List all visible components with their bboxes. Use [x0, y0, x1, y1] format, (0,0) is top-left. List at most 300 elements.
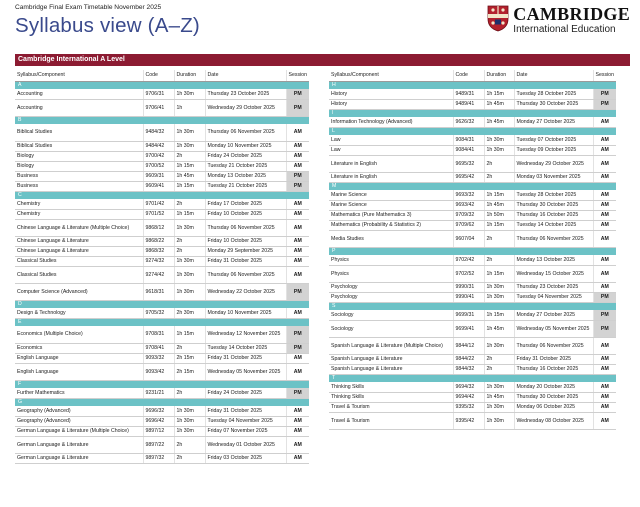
table-row [329, 89, 616, 99]
section-letter: C [15, 191, 309, 199]
section-header-row [329, 127, 616, 135]
duration-cell: 1h 30m [174, 89, 205, 99]
syllabus-cell: Business [15, 181, 143, 191]
timetable-left [15, 70, 309, 464]
date-cell: Tuesday 28 October 2025 [514, 190, 593, 200]
table-row [329, 382, 616, 392]
code-cell: 9844/32 [453, 364, 484, 374]
code-cell: 9084/31 [453, 135, 484, 145]
syllabus-cell: English Language [15, 363, 143, 380]
code-cell: 9626/32 [453, 117, 484, 127]
session-cell: AM [286, 246, 309, 256]
code-cell: 9274/32 [143, 256, 174, 266]
section-letter: F [15, 380, 309, 388]
table-row [329, 117, 616, 127]
duration-cell: 2h [174, 343, 205, 353]
syllabus-cell: Biology [15, 161, 143, 171]
code-cell: 9868/32 [143, 246, 174, 256]
section-letter: D [15, 300, 309, 308]
column-header-session: Session [286, 70, 309, 81]
table-row [15, 453, 309, 463]
section-letter: E [15, 318, 309, 326]
table-row [15, 308, 309, 318]
duration-cell: 2h [484, 230, 514, 247]
page-title: Syllabus view (A–Z) [15, 14, 200, 37]
code-cell: 9609/31 [143, 171, 174, 181]
syllabus-cell: German Language & Literature [15, 436, 143, 453]
section-letter: P [329, 247, 616, 255]
session-cell: AM [286, 406, 309, 416]
section-header-row [329, 374, 616, 382]
session-cell: AM [593, 230, 616, 247]
date-cell: Tuesday 09 October 2025 [514, 145, 593, 155]
code-cell: 9708/41 [143, 343, 174, 353]
syllabus-cell: Marine Science [329, 200, 453, 210]
table-row [15, 266, 309, 283]
session-cell: AM [593, 364, 616, 374]
session-cell: PM [593, 99, 616, 109]
date-cell: Friday 10 October 2025 [205, 236, 286, 246]
table-row [15, 236, 309, 246]
date-cell: Thursday 16 October 2025 [514, 364, 593, 374]
date-cell: Tuesday 04 November 2025 [514, 292, 593, 302]
syllabus-cell: Literature in English [329, 155, 453, 172]
date-cell: Thursday 30 October 2025 [514, 392, 593, 402]
syllabus-cell: Economics [15, 343, 143, 353]
syllabus-cell: Marine Science [329, 190, 453, 200]
syllabus-cell: History [329, 99, 453, 109]
qualification-band: Cambridge International A Level [15, 54, 630, 66]
section-letter: A [15, 81, 309, 89]
table-row [329, 364, 616, 374]
code-cell: 9990/31 [453, 282, 484, 292]
date-cell: Tuesday 28 October 2025 [514, 89, 593, 99]
session-cell: AM [286, 363, 309, 380]
column-header-date: Date [205, 70, 286, 81]
code-cell: 9702/42 [453, 255, 484, 265]
date-cell: Monday 06 October 2025 [514, 402, 593, 412]
session-cell: AM [286, 453, 309, 463]
table-row [329, 265, 616, 282]
code-cell: 9618/31 [143, 283, 174, 300]
duration-cell: 1h 30m [174, 141, 205, 151]
section-letter: T [329, 374, 616, 382]
duration-cell: 2h [174, 151, 205, 161]
date-cell: Thursday 06 November 2025 [514, 230, 593, 247]
duration-cell: 1h 15m [174, 209, 205, 219]
session-cell: PM [286, 89, 309, 99]
column-header-syllabus: Syllabus/Component [329, 70, 453, 81]
duration-cell: 2h [174, 199, 205, 209]
duration-cell: 1h 45m [484, 200, 514, 210]
code-cell: 9694/32 [453, 382, 484, 392]
duration-cell: 2h 15m [174, 353, 205, 363]
section-header-row [329, 182, 616, 190]
date-cell: Monday 20 October 2025 [514, 382, 593, 392]
code-cell: 9701/52 [143, 209, 174, 219]
date-cell: Thursday 16 October 2025 [514, 210, 593, 220]
date-cell: Friday 10 October 2025 [205, 209, 286, 219]
section-header-row [329, 109, 616, 117]
table-row [15, 416, 309, 426]
duration-cell: 1h 15m [484, 310, 514, 320]
duration-cell: 1h 30m [484, 402, 514, 412]
date-cell: Friday 31 October 2025 [514, 354, 593, 364]
date-cell: Thursday 06 November 2025 [205, 266, 286, 283]
syllabus-cell: Design & Technology [15, 308, 143, 318]
syllabus-cell: Chemistry [15, 209, 143, 219]
table-row [329, 230, 616, 247]
session-cell: AM [593, 255, 616, 265]
duration-cell: 1h 30m [174, 406, 205, 416]
date-cell: Tuesday 21 October 2025 [205, 161, 286, 171]
duration-cell: 1h 30m [484, 292, 514, 302]
syllabus-cell: Further Mathematics [15, 388, 143, 398]
date-cell: Wednesday 29 October 2025 [205, 99, 286, 116]
code-cell: 9706/31 [143, 89, 174, 99]
date-cell: Friday 24 October 2025 [205, 388, 286, 398]
table-row [329, 402, 616, 412]
code-cell: 9084/41 [453, 145, 484, 155]
session-cell: PM [593, 292, 616, 302]
syllabus-cell: Business [15, 171, 143, 181]
timetable-right-column [329, 70, 616, 430]
table-row [329, 135, 616, 145]
code-cell: 9705/32 [143, 308, 174, 318]
table-row [15, 161, 309, 171]
table-row [329, 337, 616, 354]
syllabus-cell: Chinese Language & Literature [15, 236, 143, 246]
date-cell: Thursday 06 November 2025 [205, 124, 286, 141]
session-cell: AM [593, 382, 616, 392]
date-cell: Wednesday 05 November 2025 [514, 320, 593, 337]
table-row [15, 171, 309, 181]
syllabus-cell: Psychology [329, 292, 453, 302]
session-cell: PM [593, 320, 616, 337]
section-header-row [329, 247, 616, 255]
code-cell: 9695/42 [453, 172, 484, 182]
table-row [329, 155, 616, 172]
duration-cell: 1h 30m [484, 135, 514, 145]
code-cell: 9701/42 [143, 199, 174, 209]
logo-subtitle: International Education [513, 24, 616, 35]
session-cell: PM [593, 310, 616, 320]
date-cell: Monday 10 November 2025 [205, 141, 286, 151]
code-cell: 9489/31 [453, 89, 484, 99]
column-header-duration: Duration [484, 70, 514, 81]
syllabus-cell: Travel & Tourism [329, 402, 453, 412]
table-row [15, 99, 309, 116]
date-cell: Thursday 23 October 2025 [205, 89, 286, 99]
section-letter: S [329, 302, 616, 310]
session-cell: AM [593, 145, 616, 155]
code-cell: 9693/42 [453, 200, 484, 210]
section-header-row [15, 300, 309, 308]
table-row [15, 219, 309, 236]
code-cell: 9489/41 [453, 99, 484, 109]
syllabus-cell: Travel & Tourism [329, 412, 453, 429]
code-cell: 9695/32 [453, 155, 484, 172]
column-header-row [15, 70, 309, 81]
session-cell: AM [286, 236, 309, 246]
duration-cell: 1h 15m [484, 265, 514, 282]
duration-cell: 1h 30m [174, 416, 205, 426]
code-cell: 9231/21 [143, 388, 174, 398]
table-row [15, 406, 309, 416]
session-cell: AM [593, 282, 616, 292]
syllabus-cell: German Language & Literature [15, 453, 143, 463]
duration-cell: 2h [484, 155, 514, 172]
session-cell: AM [286, 256, 309, 266]
session-cell: AM [286, 426, 309, 436]
session-cell: AM [286, 151, 309, 161]
section-letter: I [329, 109, 616, 117]
logo-wordmark: CAMBRIDGE [513, 4, 630, 24]
session-cell: AM [593, 354, 616, 364]
duration-cell: 2h [174, 246, 205, 256]
date-cell: Monday 27 October 2025 [514, 310, 593, 320]
date-cell: Wednesday 29 October 2025 [514, 155, 593, 172]
duration-cell: 2h 15m [174, 363, 205, 380]
session-cell: PM [286, 326, 309, 343]
code-cell: 9395/32 [453, 402, 484, 412]
code-cell: 9696/42 [143, 416, 174, 426]
date-cell: Wednesday 05 November 2025 [205, 363, 286, 380]
code-cell: 9093/32 [143, 353, 174, 363]
date-cell: Friday 31 October 2025 [205, 406, 286, 416]
date-cell: Friday 31 October 2025 [205, 256, 286, 266]
session-cell: AM [286, 199, 309, 209]
code-cell: 9484/32 [143, 124, 174, 141]
date-cell: Tuesday 14 October 2025 [205, 343, 286, 353]
code-cell: 9700/42 [143, 151, 174, 161]
date-cell: Friday 17 October 2025 [205, 199, 286, 209]
timetable-right [329, 70, 616, 430]
duration-cell: 2h [174, 436, 205, 453]
code-cell: 9897/22 [143, 436, 174, 453]
session-cell: AM [593, 117, 616, 127]
document-pretitle: Cambridge Final Exam Timetable November 2025 [15, 4, 162, 11]
duration-cell: 1h [174, 99, 205, 116]
cambridge-logo [487, 5, 630, 36]
code-cell: 9274/42 [143, 266, 174, 283]
date-cell: Thursday 30 October 2025 [514, 99, 593, 109]
date-cell: Friday 24 October 2025 [205, 151, 286, 161]
date-cell: Wednesday 22 October 2025 [205, 283, 286, 300]
section-header-row [15, 398, 309, 406]
code-cell: 9699/31 [453, 310, 484, 320]
code-cell: 9694/42 [453, 392, 484, 402]
timetable-left-column [15, 70, 309, 464]
table-row [15, 181, 309, 191]
duration-cell: 1h 50m [484, 210, 514, 220]
syllabus-cell: Chinese Language & Literature (Multiple Choice) [15, 219, 143, 236]
session-cell: PM [286, 171, 309, 181]
session-cell: AM [593, 402, 616, 412]
code-cell: 9607/04 [453, 230, 484, 247]
duration-cell: 1h 30m [174, 256, 205, 266]
table-row [15, 141, 309, 151]
table-row [329, 200, 616, 210]
column-header-code: Code [143, 70, 174, 81]
session-cell: AM [286, 353, 309, 363]
duration-cell: 2h [484, 172, 514, 182]
duration-cell: 2h 30m [174, 308, 205, 318]
session-cell: AM [286, 266, 309, 283]
section-header-row [15, 191, 309, 199]
table-row [329, 190, 616, 200]
duration-cell: 1h 45m [484, 99, 514, 109]
duration-cell: 1h 15m [484, 190, 514, 200]
code-cell: 9696/32 [143, 406, 174, 416]
table-row [329, 310, 616, 320]
session-cell: PM [286, 343, 309, 353]
section-header-row [15, 116, 309, 124]
session-cell: AM [593, 135, 616, 145]
table-row [329, 292, 616, 302]
date-cell: Wednesday 08 October 2025 [514, 412, 593, 429]
table-row [329, 220, 616, 230]
syllabus-cell: Thinking Skills [329, 382, 453, 392]
table-row [15, 353, 309, 363]
syllabus-cell: Physics [329, 265, 453, 282]
duration-cell: 1h 30m [484, 282, 514, 292]
column-header-row [329, 70, 616, 81]
syllabus-cell: Economics (Multiple Choice) [15, 326, 143, 343]
table-row [15, 246, 309, 256]
column-header-session: Session [593, 70, 616, 81]
duration-cell: 1h 45m [484, 392, 514, 402]
syllabus-cell: History [329, 89, 453, 99]
code-cell: 9700/52 [143, 161, 174, 171]
code-cell: 9395/42 [453, 412, 484, 429]
table-row [329, 255, 616, 265]
syllabus-cell: Biblical Studies [15, 124, 143, 141]
session-cell: PM [286, 99, 309, 116]
syllabus-cell: Physics [329, 255, 453, 265]
table-row [15, 388, 309, 398]
code-cell: 9868/12 [143, 219, 174, 236]
syllabus-cell: Chinese Language & Literature [15, 246, 143, 256]
session-cell: AM [286, 308, 309, 318]
section-header-row [15, 318, 309, 326]
code-cell: 9093/42 [143, 363, 174, 380]
code-cell: 9844/22 [453, 354, 484, 364]
syllabus-cell: Geography (Advanced) [15, 406, 143, 416]
syllabus-cell: Classical Studies [15, 256, 143, 266]
syllabus-cell: Media Studies [329, 230, 453, 247]
code-cell: 9709/62 [453, 220, 484, 230]
table-row [329, 210, 616, 220]
page-header [15, 4, 200, 38]
table-row [329, 172, 616, 182]
syllabus-cell: Thinking Skills [329, 392, 453, 402]
section-header-row [15, 380, 309, 388]
table-row [15, 426, 309, 436]
section-letter: L [329, 127, 616, 135]
table-row [329, 282, 616, 292]
duration-cell: 1h 30m [174, 426, 205, 436]
column-header-duration: Duration [174, 70, 205, 81]
table-row [329, 412, 616, 429]
syllabus-cell: Accounting [15, 99, 143, 116]
session-cell: AM [593, 172, 616, 182]
syllabus-cell: English Language [15, 353, 143, 363]
syllabus-cell: Spanish Language & Literature [329, 364, 453, 374]
session-cell: AM [286, 141, 309, 151]
date-cell: Thursday 30 October 2025 [514, 200, 593, 210]
session-cell: AM [286, 436, 309, 453]
column-header-code: Code [453, 70, 484, 81]
session-cell: AM [593, 210, 616, 220]
date-cell: Tuesday 07 October 2025 [514, 135, 593, 145]
session-cell: AM [286, 161, 309, 171]
date-cell: Monday 13 October 2025 [205, 171, 286, 181]
duration-cell: 2h [174, 453, 205, 463]
date-cell: Wednesday 12 November 2025 [205, 326, 286, 343]
duration-cell: 2h [174, 236, 205, 246]
table-row [15, 363, 309, 380]
table-row [15, 436, 309, 453]
session-cell: AM [593, 220, 616, 230]
code-cell: 9609/41 [143, 181, 174, 191]
cambridge-shield-icon [487, 5, 509, 32]
syllabus-cell: Spanish Language & Literature (Multiple Choice) [329, 337, 453, 354]
syllabus-cell: Biology [15, 151, 143, 161]
table-row [15, 151, 309, 161]
duration-cell: 1h 30m [174, 124, 205, 141]
syllabus-cell: Law [329, 145, 453, 155]
section-letter: G [15, 398, 309, 406]
section-letter: B [15, 116, 309, 124]
duration-cell: 1h 45m [484, 117, 514, 127]
table-row [15, 124, 309, 141]
session-cell: AM [286, 219, 309, 236]
syllabus-cell: Sociology [329, 310, 453, 320]
duration-cell: 2h [484, 364, 514, 374]
duration-cell: 2h [174, 388, 205, 398]
table-row [329, 392, 616, 402]
date-cell: Thursday 06 November 2025 [514, 337, 593, 354]
duration-cell: 1h 30m [484, 145, 514, 155]
code-cell: 9844/12 [453, 337, 484, 354]
date-cell: Wednesday 15 October 2025 [514, 265, 593, 282]
duration-cell: 1h 30m [174, 266, 205, 283]
date-cell: Tuesday 14 October 2025 [514, 220, 593, 230]
timetable-right-body [329, 70, 616, 429]
code-cell: 9702/52 [453, 265, 484, 282]
session-cell: AM [593, 190, 616, 200]
code-cell: 9897/12 [143, 426, 174, 436]
syllabus-cell: Information Technology (Advanced) [329, 117, 453, 127]
session-cell: PM [593, 89, 616, 99]
syllabus-cell: Chemistry [15, 199, 143, 209]
syllabus-cell: Spanish Language & Literature [329, 354, 453, 364]
date-cell: Monday 27 October 2025 [514, 117, 593, 127]
duration-cell: 1h 30m [484, 412, 514, 429]
date-cell: Thursday 23 October 2025 [514, 282, 593, 292]
syllabus-cell: Geography (Advanced) [15, 416, 143, 426]
duration-cell: 1h 15m [174, 181, 205, 191]
code-cell: 9709/32 [453, 210, 484, 220]
section-letter: H [329, 81, 616, 89]
code-cell: 9484/42 [143, 141, 174, 151]
table-row [15, 326, 309, 343]
code-cell: 9897/32 [143, 453, 174, 463]
code-cell: 9990/41 [453, 292, 484, 302]
duration-cell: 1h 45m [484, 320, 514, 337]
date-cell: Tuesday 04 November 2025 [205, 416, 286, 426]
